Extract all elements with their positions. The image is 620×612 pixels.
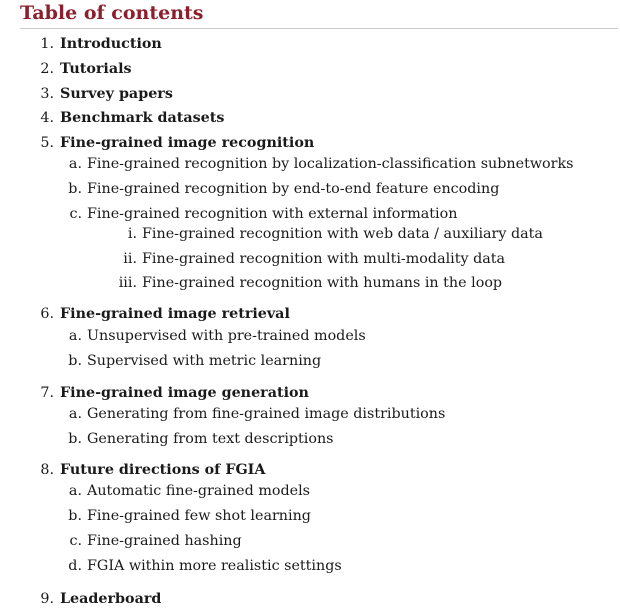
toc-section-image-generation[interactable] xyxy=(34,384,309,402)
section-number: 2. xyxy=(40,61,54,77)
subsection-letter: b. xyxy=(68,181,82,197)
subsection-link[interactable]: Automatic fine-grained models xyxy=(87,483,311,499)
toc-section-benchmark-datasets[interactable] xyxy=(34,109,224,127)
subsection-letter: b. xyxy=(68,353,82,369)
toc-section-image-recognition[interactable] xyxy=(34,134,314,152)
section-link[interactable]: Benchmark datasets xyxy=(60,110,225,126)
subsubsection-link[interactable]: Fine-grained recognition with web data / auxiliary data xyxy=(142,226,543,242)
subsection-letter: a. xyxy=(68,406,82,422)
subsection-link[interactable]: Fine-grained recognition by localization-classification subnetworks xyxy=(87,156,574,172)
section-link[interactable]: Leaderboard xyxy=(60,591,162,607)
subsection-letter: a. xyxy=(68,483,82,499)
subsubsection-link[interactable]: Fine-grained recognition with humans in the loop xyxy=(142,275,503,291)
subsection-link[interactable]: Generating from fine-grained image distributions xyxy=(87,406,446,422)
toc-title: Table of contents xyxy=(20,2,204,24)
subsubsection-numeral: iii. xyxy=(118,275,137,291)
toc-subsection[interactable] xyxy=(62,532,242,550)
subsection-letter: a. xyxy=(68,328,82,344)
subsection-link[interactable]: FGIA within more realistic settings xyxy=(87,558,342,574)
title-divider xyxy=(20,28,618,29)
section-link[interactable]: Future directions of FGIA xyxy=(60,462,266,478)
subsection-link[interactable]: Fine-grained recognition by end-to-end feature encoding xyxy=(87,181,500,197)
section-link[interactable]: Introduction xyxy=(60,36,162,52)
section-number: 8. xyxy=(40,462,54,478)
section-number: 1. xyxy=(40,36,54,52)
toc-section-image-retrieval[interactable] xyxy=(34,305,290,323)
subsection-letter: c. xyxy=(69,206,82,222)
subsection-link[interactable]: Fine-grained recognition with external information xyxy=(87,206,458,222)
subsubsection-link[interactable]: Fine-grained recognition with multi-modality data xyxy=(142,251,506,267)
toc-subsection[interactable] xyxy=(62,205,457,223)
toc-subsubsection[interactable] xyxy=(107,274,502,292)
section-number: 7. xyxy=(40,385,54,401)
subsection-letter: c. xyxy=(69,533,82,549)
toc-subsection[interactable] xyxy=(62,352,321,370)
section-link[interactable]: Fine-grained image retrieval xyxy=(60,306,290,322)
toc-subsection[interactable] xyxy=(62,405,445,423)
section-link[interactable]: Fine-grained image recognition xyxy=(60,135,315,151)
subsection-link[interactable]: Fine-grained hashing xyxy=(87,533,242,549)
section-number: 6. xyxy=(40,306,54,322)
subsection-letter: b. xyxy=(68,508,82,524)
toc-section-leaderboard[interactable] xyxy=(34,590,161,608)
toc-section-future-directions[interactable] xyxy=(34,461,265,479)
toc-subsection[interactable] xyxy=(62,155,574,173)
toc-section-tutorials[interactable] xyxy=(34,60,132,78)
subsubsection-numeral: ii. xyxy=(123,251,137,267)
subsection-link[interactable]: Generating from text descriptions xyxy=(87,431,334,447)
subsection-letter: b. xyxy=(68,431,82,447)
section-number: 5. xyxy=(40,135,54,151)
section-link[interactable]: Survey papers xyxy=(60,86,173,102)
toc-subsection[interactable] xyxy=(62,327,366,345)
section-link[interactable]: Tutorials xyxy=(60,61,132,77)
subsection-letter: d. xyxy=(68,558,82,574)
subsection-link[interactable]: Fine-grained few shot learning xyxy=(87,508,311,524)
toc-subsection[interactable] xyxy=(62,482,310,500)
section-number: 9. xyxy=(40,591,54,607)
subsubsection-numeral: i. xyxy=(127,226,137,242)
section-number: 4. xyxy=(40,110,54,126)
toc-section-survey-papers[interactable] xyxy=(34,85,173,103)
subsection-link[interactable]: Unsupervised with pre-trained models xyxy=(87,328,366,344)
subsection-link[interactable]: Supervised with metric learning xyxy=(87,353,322,369)
toc-subsection[interactable] xyxy=(62,557,342,575)
toc-section-introduction[interactable] xyxy=(34,35,162,53)
subsection-letter: a. xyxy=(68,156,82,172)
toc-subsubsection[interactable] xyxy=(107,225,543,243)
toc-subsection[interactable] xyxy=(62,507,311,525)
section-number: 3. xyxy=(40,86,54,102)
toc-subsubsection[interactable] xyxy=(107,250,505,268)
toc-subsection[interactable] xyxy=(62,430,334,448)
toc-subsection[interactable] xyxy=(62,180,499,198)
section-link[interactable]: Fine-grained image generation xyxy=(60,385,309,401)
